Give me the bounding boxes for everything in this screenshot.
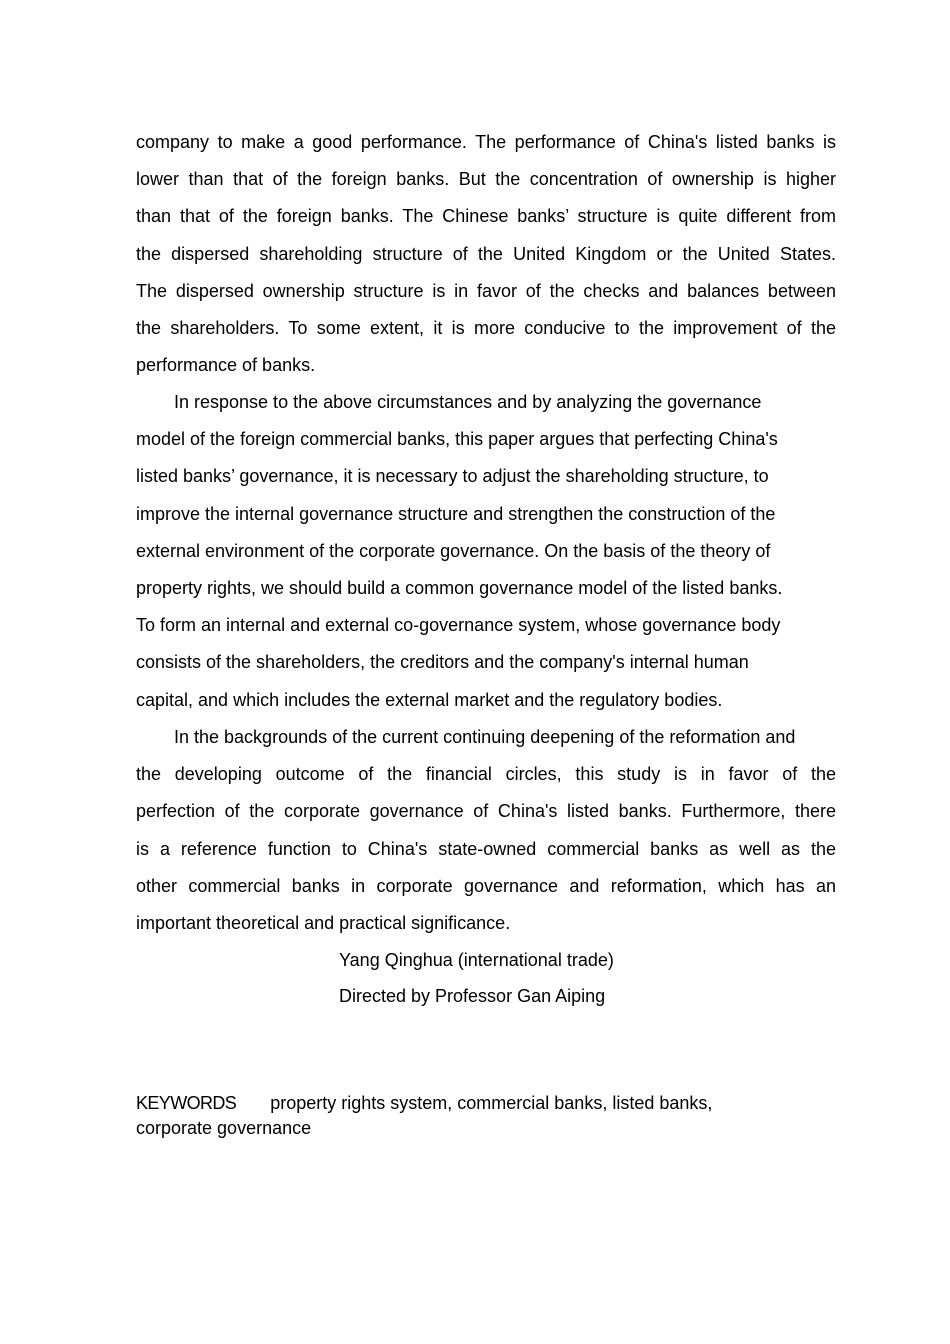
paragraph-line: is a reference function to China's state-owned commercial banks as well as the: [136, 838, 836, 859]
paragraph-line: In response to the above circumstances and by analyzing the governance: [174, 392, 762, 412]
paragraph-line: improve the internal governance structure and strengthen the construction of the: [136, 503, 776, 524]
paragraph-line: To form an internal and external co-governance system, whose governance body: [136, 615, 781, 636]
paragraph-line: In the backgrounds of the current continuing deepening of the reformation and: [174, 727, 796, 747]
keywords-line-2: corporate governance: [136, 1118, 312, 1138]
paragraph-line: the shareholders. To some extent, it is more conducive to the improvement of the: [136, 317, 836, 338]
paragraph-line: company to make a good performance. The performance of China's listed banks is: [136, 132, 836, 152]
paragraph-line: important theoretical and practical significance.: [136, 912, 511, 933]
paragraph-line: The dispersed ownership structure is in favor of the checks and balances between: [136, 280, 836, 301]
paragraph-2: [136, 384, 836, 719]
author-line: Yang Qinghua (international trade): [339, 950, 614, 970]
paragraph-line: other commercial banks in corporate governance and reformation, which has an: [136, 875, 836, 896]
paragraph-line: listed banks’ governance, it is necessary to adjust the shareholding structure, to: [136, 466, 769, 487]
paragraph-line: the developing outcome of the financial circles, this study is in favor of the: [136, 764, 836, 785]
paragraph-line: capital, and which includes the external market and the regulatory bodies.: [136, 689, 723, 710]
paragraph-line: model of the foreign commercial banks, this paper argues that perfecting China's: [136, 429, 778, 450]
paragraph-line: lower than that of the foreign banks. But the concentration of ownership is higher: [136, 169, 836, 190]
paragraph-line: performance of banks.: [136, 355, 316, 376]
keywords-label: KEYWORDS: [136, 1093, 237, 1113]
paragraph-line: external environment of the corporate governance. On the basis of the theory of: [136, 540, 771, 561]
paragraph-3: [136, 719, 836, 942]
paragraph-line: perfection of the corporate governance of China's listed banks. Furthermore, there: [136, 801, 836, 822]
paragraph-line: property rights, we should build a common governance model of the listed banks.: [136, 577, 783, 598]
keywords-line-1: [136, 1091, 836, 1116]
paragraph-1: [136, 124, 836, 384]
paragraph-line: the dispersed shareholding structure of the United Kingdom or the United States.: [136, 243, 836, 264]
director-line: Directed by Professor Gan Aiping: [339, 986, 606, 1006]
paragraph-line: than that of the foreign banks. The Chinese banks’ structure is quite different from: [136, 206, 836, 227]
paragraph-line: consists of the shareholders, the creditors and the company's internal human: [136, 652, 749, 673]
keywords-text: property rights system, commercial banks, listed banks,: [270, 1093, 713, 1113]
keywords-block: [136, 1091, 836, 1141]
